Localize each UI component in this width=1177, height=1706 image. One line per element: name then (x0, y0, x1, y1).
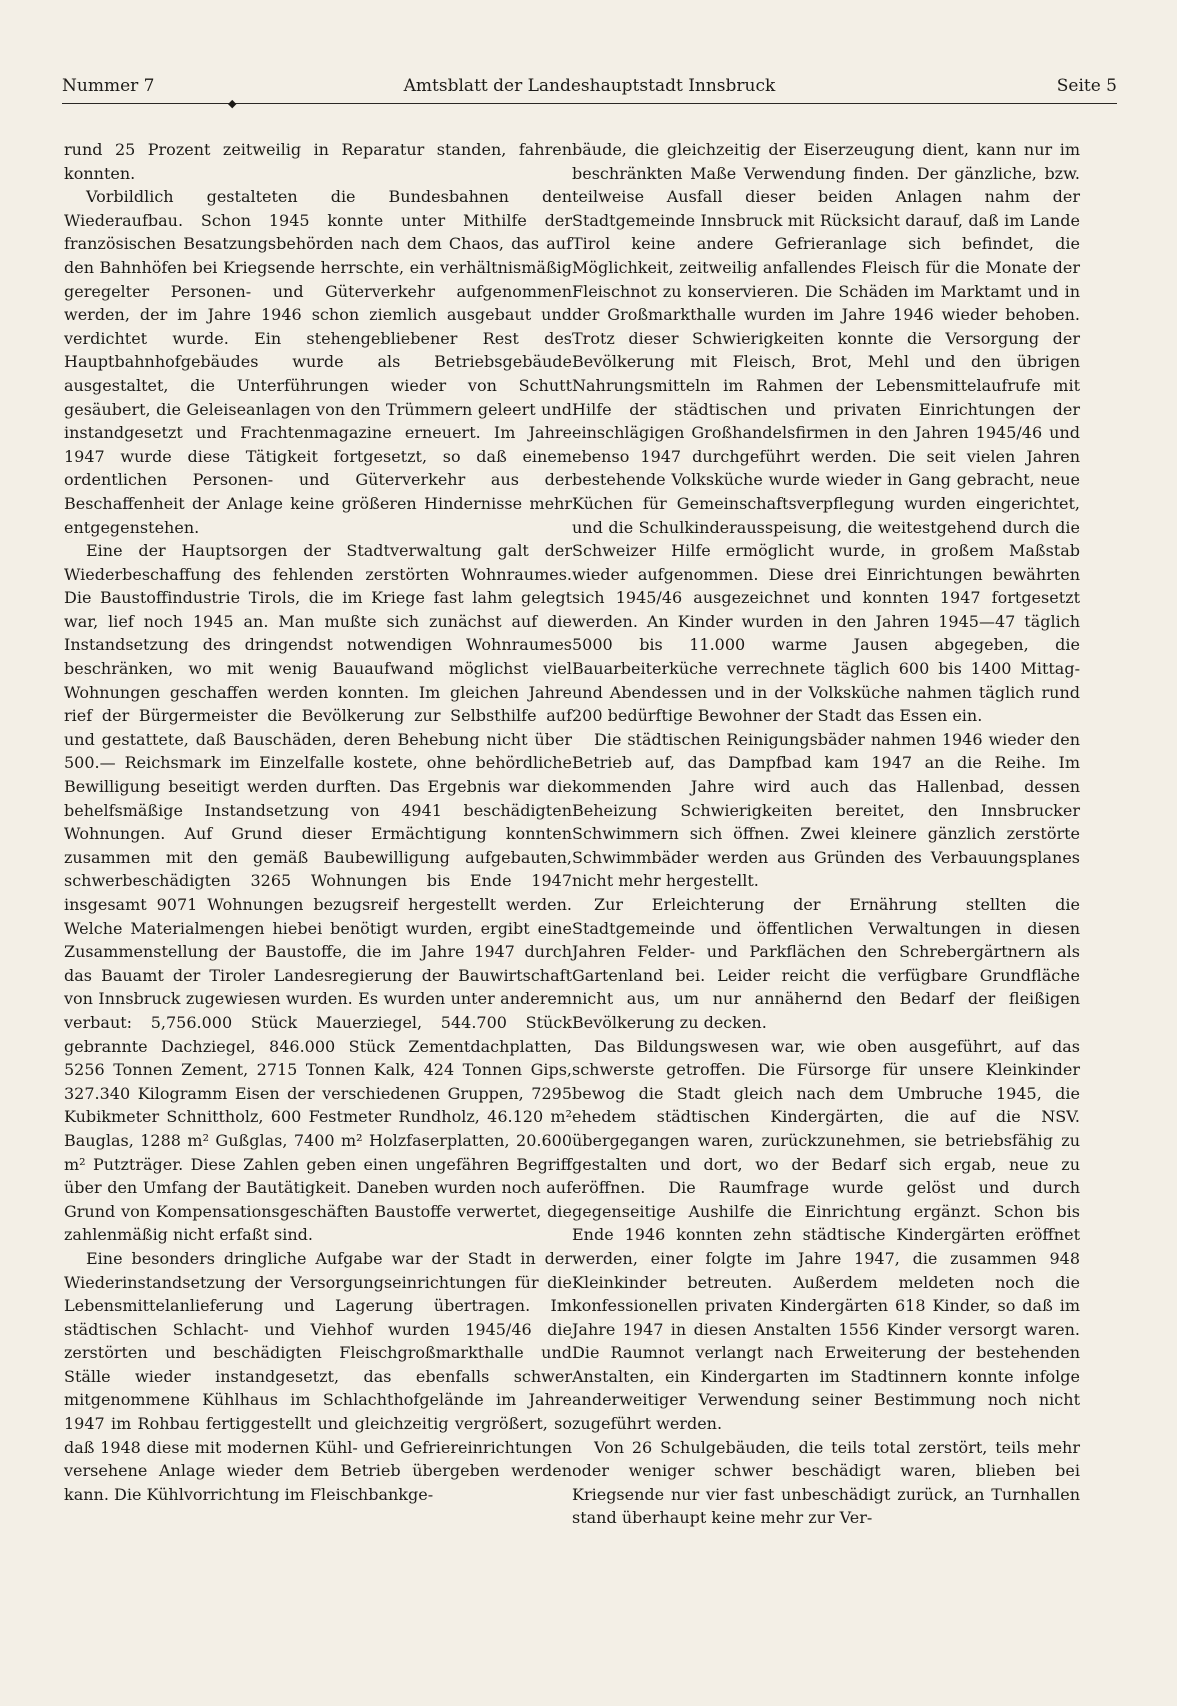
header-rule (62, 103, 1117, 104)
paragraph: Vorbildlich gestalteten die Bundesbahnen den Wiederaufbau. Schon 1945 konnte unter Mithilfe der französischen Besatzungsbehörden nach dem Chaos, das auf den Bahnhöfen bei Kriegsende herrschte, ein verhältnismäßig geregelter Personen- und Güterverkehr aufgenommen werden, der im Jahre 1946 schon ziemlich ausgebaut und verdichtet wurde. Ein stehengebliebener Rest des Hauptbahnhofgebäudes wurde als Betriebsgebäude ausgestaltet, die Unterführungen wieder von Schutt gesäubert, die Geleiseanlagen von den Trümmern geleert und instandgesetzt und Frachtenmagazine erneuert. Im Jahre 1947 wurde diese Tätigkeit fortgesetzt, so daß einem ordentlichen Personen- und Güterverkehr aus der Beschaffenheit der Anlage keine größeren Hindernisse mehr entgegenstehen. (64, 187, 572, 537)
publication-title: Amtsblatt der Landeshauptstadt Innsbruck (403, 76, 776, 96)
paragraph: Zur Erleichterung der Ernährung stellten die Stadtgemeinde und öffentlichen Verwaltungen in diesen Jahren Felder- und Parkflächen den Schrebergärtnern als Gartenland bei. Leider reicht die verfügbare Grundfläche nicht aus, um nur annähernd den Bedarf der fleißigen Bevölkerung zu decken. (572, 895, 1080, 1032)
page-number: Seite 5 (1056, 76, 1117, 96)
issue-number: Nummer 7 (62, 76, 155, 96)
right-column (572, 138, 1080, 1530)
paragraph: Die städtischen Reinigungsbäder nahmen 1946 wieder den Betrieb auf, das Dampfbad kam 1947 an die Reihe. Im kommenden Jahre wird auch das Hallenbad, dessen Beheizung Schwierigkeiten bereitet, den Innsbrucker Schwimmern sich öffnen. Zwei kleinere gänzlich zerstörte Schwimmbäder werden aus Gründen des Verbauungsplanes nicht mehr hergestellt. (572, 729, 1080, 891)
rule-ornament: ◆ (228, 97, 237, 110)
paragraph: Eine der Hauptsorgen der Stadtverwaltung galt der Wiederbeschaffung des fehlenden zerstörten Wohnraumes. Die Baustoffindustrie Tirols, die im Kriege fast lahm gelegt war, lief noch 1945 an. Man mußte sich zunächst auf die Instandsetzung des dringendst notwendigen Wohnraumes beschränken, wo mit wenig Bauaufwand möglichst viel Wohnungen geschaffen werden konnten. Im gleichen Jahre rief der Bürgermeister die Bevölkerung zur Selbsthilfe auf und gestattete, daß Bauschäden, deren Behebung nicht über 500.— Reichsmark im Einzelfalle kostete, ohne behördliche Bewilligung beseitigt werden durften. Das Ergebnis war die behelfsmäßige Instandsetzung von 4941 beschädigten Wohnungen. Auf Grund dieser Ermächtigung konnten zusammen mit den gemäß Baubewilligung aufgebauten, schwerbeschädigten 3265 Wohnungen bis Ende 1947 insgesamt 9071 Wohnungen bezugsreif hergestellt werden. Welche Materialmengen hiebei benötigt wurden, ergibt eine Zusammenstellung der Baustoffe, die im Jahre 1947 durch das Bauamt der Tiroler Landesregierung der Bauwirtschaft von Innsbruck zugewiesen wurden. Es wurden unter anderem verbaut: 5,756.000 Stück Mauerziegel, 544.700 Stück gebrannte Dachziegel, 846.000 Stück Zementdachplatten, 5256 Tonnen Zement, 2715 Tonnen Kalk, 424 Tonnen Gips, 327.340 Kilogramm Eisen der verschiedenen Gruppen, 7295 Kubikmeter Schnittholz, 600 Festmeter Rundholz, 46.120 m² Bauglas, 1288 m² Gußglas, 7400 m² Holzfaserplatten, 20.600 m² Putzträger. Diese Zahlen geben einen ungefähren Begriff über den Umfang der Bautätigkeit. Daneben wurden noch auf Grund von Kompensationsgeschäften Baustoffe verwertet, die zahlenmäßig nicht erfaßt sind. (64, 541, 572, 1245)
paragraph: Von 26 Schulgebäuden, die teils total zerstört, teils mehr oder weniger schwer beschädigt waren, blieben bei Kriegsende nur vier fast unbeschädigt zurück, an Turnhallen stand überhaupt keine mehr zur Ver- (572, 1437, 1080, 1528)
paragraph: bäude, die gleichzeitig der Eiserzeugung dient, kann nur im beschränkten Maße Verwendung finden. Der gänzliche, bzw. teilweise Ausfall dieser beiden Anlagen nahm der Stadtgemeinde Innsbruck mit Rücksicht darauf, daß im Lande Tirol keine andere Gefrieranlage sich befindet, die Möglichkeit, zeitweilig anfallendes Fleisch für die Monate der Fleischnot zu konservieren. Die Schäden im Marktamt und in der Großmarkthalle wurden im Jahre 1946 wieder behoben. Trotz dieser Schwierigkeiten konnte die Versorgung der Bevölkerung mit Fleisch, Brot, Mehl und den übrigen Nahrungsmitteln im Rahmen der Lebensmittelaufrufe mit Hilfe der städtischen und privaten Einrichtungen der einschlägigen Großhandelsfirmen in den Jahren 1945/46 und ebenso 1947 durchgeführt werden. Die seit vielen Jahren bestehende Volksküche wurde wieder in Gang gebracht, neue Küchen für Gemeinschaftsverpflegung wurden eingerichtet, und die Schulkinderausspeisung, die weitestgehend durch die Schweizer Hilfe ermöglicht wurde, in großem Maßstab wieder aufgenommen. Diese drei Einrichtungen bewährten sich 1945/46 ausgezeichnet und konnten 1947 fortgesetzt werden. An Kinder wurden in den Jahren 1945—47 täglich 5000 bis 11.000 warme Jausen abgegeben, die Bauarbeiterküche verrechnete täglich 600 bis 1400 Mittag- und Abendessen und in der Volksküche nahmen täglich rund 200 bedürftige Bewohner der Stadt das Essen ein. (572, 140, 1080, 726)
paragraph: Eine besonders dringliche Aufgabe war der Stadt in der Wiederinstandsetzung der Versorgungseinrichtungen für die Lebensmittelanlieferung und Lagerung übertragen. Im städtischen Schlacht- und Viehhof wurden 1945/46 die zerstörten und beschädigten Fleischgroßmarkthalle und Ställe wieder instandgesetzt, das ebenfalls schwer mitgenommene Kühlhaus im Schlachthofgelände im Jahre 1947 im Rohbau fertiggestellt und gleichzeitig vergrößert, so daß 1948 diese mit modernen Kühl- und Gefriereinrichtungen versehene Anlage wieder dem Betrieb übergeben werden kann. Die Kühlvorrichtung im Fleischbankge- (64, 1248, 572, 1504)
paragraph: rund 25 Prozent zeitweilig in Reparatur standen, fahren konnten. (64, 140, 572, 183)
left-column (64, 138, 572, 1506)
page-header (62, 76, 1117, 100)
paragraph: Das Bildungswesen war, wie oben ausgeführt, auf das schwerste getroffen. Die Fürsorge für unsere Kleinkinder bewog die Stadt gleich nach dem Umbruche 1945, die ehedem städtischen Kindergärten, die auf die NSV. übergegangen waren, zurückzunehmen, sie betriebsfähig zu gestalten und dort, wo der Bedarf sich ergab, neue zu eröffnen. Die Raumfrage wurde gelöst und durch gegenseitige Aushilfe die Einrichtung ergänzt. Schon bis Ende 1946 konnten zehn städtische Kindergärten eröffnet werden, einer folgte im Jahre 1947, die zusammen 948 Kleinkinder betreuten. Außerdem meldeten noch die konfessionellen privaten Kindergärten 618 Kinder, so daß im Jahre 1947 in diesen Anstalten 1556 Kinder versorgt waren. Die Raumnot verlangt nach Erweiterung der bestehenden Anstalten, ein Kindergarten im Stadtinnern konnte infolge anderweitiger Verwendung seiner Bestimmung noch nicht zugeführt werden. (572, 1036, 1080, 1434)
